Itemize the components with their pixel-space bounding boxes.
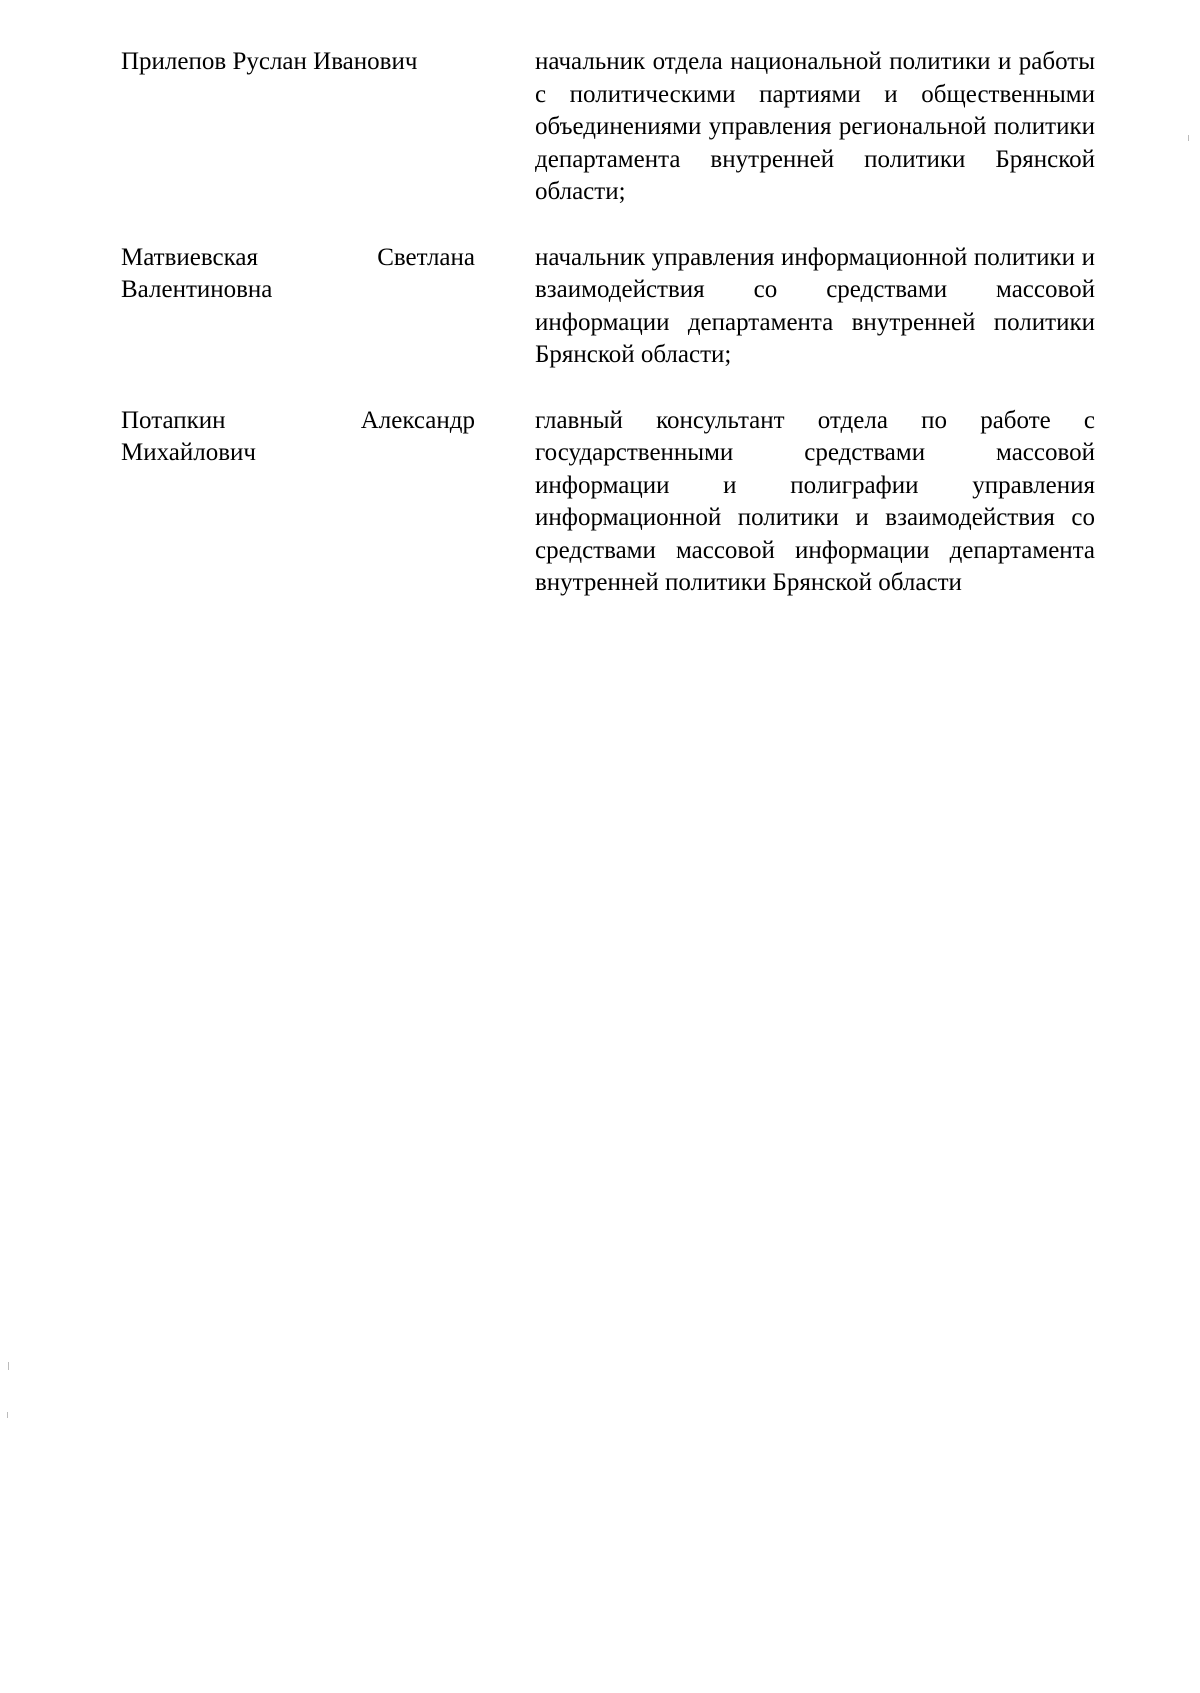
scan-artifact: [8, 1362, 9, 1370]
member-position: начальник отдела национальной политики и работы с политическими партиями и общественными объединениями управления региональной политики департамента внутренней политики Брянской области;: [535, 48, 1095, 205]
member-name: Прилепов Руслан Иванович: [121, 48, 418, 75]
member-name: Матвиевская Светлана Валентиновна: [121, 243, 475, 303]
scan-artifact: [7, 1412, 8, 1418]
member-entry: [121, 242, 1096, 372]
member-position: главный консультант отдела по работе с государственными средствами массовой информации и полиграфии управления информационной политики и взаимодействия со средствами массовой информации департамента внутренней политики Брянской области: [535, 406, 1095, 596]
member-name: Потапкин Александр Михайлович: [121, 406, 475, 466]
scan-artifact: [1188, 135, 1189, 141]
member-entry: [121, 46, 1096, 209]
member-entry: [121, 405, 1096, 600]
committee-member-list: [121, 46, 1096, 633]
member-position: начальник управления информационной политики и взаимодействия со средствами массовой информации департамента внутренней политики Брянской области;: [535, 243, 1095, 368]
